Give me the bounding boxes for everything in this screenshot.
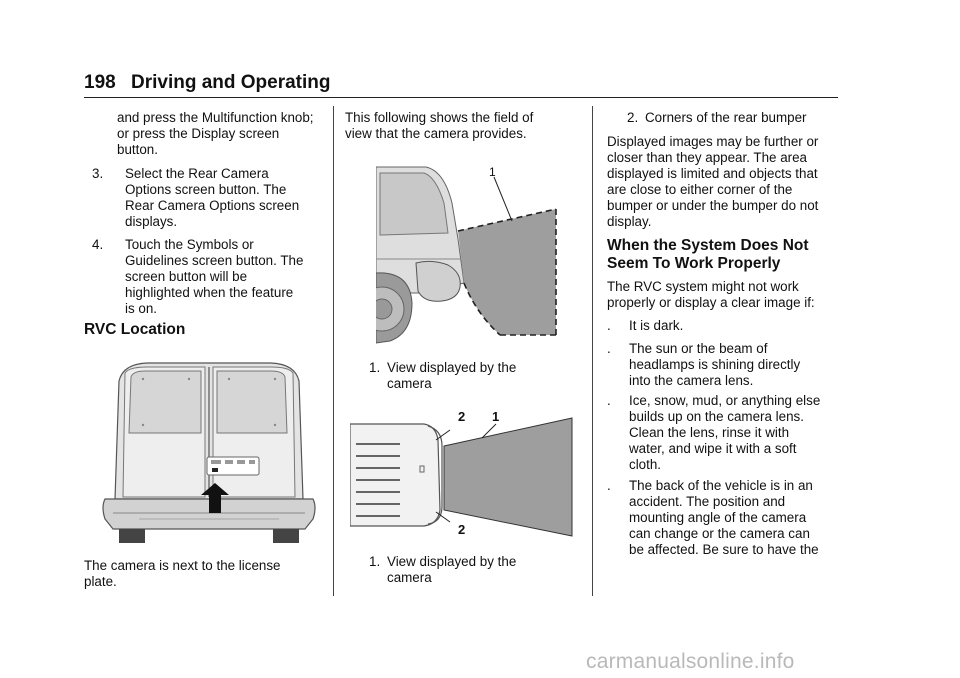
bullet-line: be affected. Be sure to have the [629, 542, 819, 557]
caption-line: camera [387, 376, 432, 391]
bullet-line: can change or the camera can [629, 526, 810, 541]
bullet-line: accident. The position and [629, 494, 786, 509]
figure2-callout-2-bottom: 2 [458, 522, 466, 537]
section-heading-system-not-working [607, 237, 847, 273]
bullet-line: Ice, snow, mud, or anything else [629, 393, 821, 408]
bullet-line: into the camera lens. [629, 373, 754, 388]
displayed-images-paragraph [607, 134, 847, 230]
para-line: displayed is limited and objects that [607, 166, 818, 181]
step-line: Options screen button. The [125, 182, 287, 197]
heading-line: Seem To Work Properly [607, 255, 781, 272]
caption-line: camera [387, 570, 432, 585]
caption-number: 1. [369, 554, 381, 569]
caption-line: plate. [84, 574, 117, 589]
heading-line: When the System Does Not [607, 237, 809, 254]
rvc-intro-paragraph [607, 279, 847, 311]
caption-line: Corners of the rear bumper [645, 110, 807, 125]
intro-line: properly or display a clear image if: [607, 295, 815, 310]
step-line: Select the Rear Camera [125, 166, 269, 181]
bullet-line: builds up on the camera lens. [629, 409, 804, 424]
step-line: highlighted when the feature [125, 285, 294, 300]
para-line: Displayed images may be further or [607, 134, 819, 149]
field-of-view-intro [345, 110, 585, 142]
watermark: carmanualsonline.info [586, 650, 795, 673]
bullet-line: The back of the vehicle is in an [629, 478, 813, 493]
intro-line: This following shows the field of [345, 110, 534, 125]
bullet-line: cloth. [629, 457, 662, 472]
figure1-callout-1: 1 [489, 165, 496, 179]
step-line: displays. [125, 214, 178, 229]
figure2-callout-1: 1 [492, 409, 500, 424]
bullet-line: Clean the lens, rinse it with [629, 425, 790, 440]
intro-line: view that the camera provides. [345, 126, 527, 141]
continued-paragraph: and press the Multifunction knob; or press the Display screen button. [117, 110, 314, 157]
camera-location-caption [84, 558, 324, 590]
caption-line: The camera is next to the license [84, 558, 281, 573]
figure2-callout-2-top: 2 [458, 409, 466, 424]
step-line: is on. [125, 301, 158, 316]
bullet-marker: . [607, 341, 611, 356]
section-heading-rvc-location: RVC Location [84, 321, 186, 338]
top-view-field-illustration [350, 410, 582, 542]
step-line: Guidelines screen button. The [125, 253, 304, 268]
caption-number: 1. [369, 360, 381, 375]
page-number: 198 [84, 72, 116, 93]
column-divider-2 [592, 106, 593, 596]
step-line: Touch the Symbols or [125, 237, 254, 252]
column-divider-1 [333, 106, 334, 596]
rear-view-field-illustration [376, 163, 578, 345]
page-header [84, 72, 331, 94]
para-line: bumper or under the bumper do not [607, 198, 819, 213]
header-rule [84, 97, 838, 98]
para-line: are close to either corner of the [607, 182, 793, 197]
bullet-line: The sun or the beam of [629, 341, 768, 356]
bullet-marker: . [607, 393, 611, 408]
step-line: screen button will be [125, 269, 248, 284]
bullet-line: mounting angle of the camera [629, 510, 807, 525]
bullet-marker: . [607, 318, 611, 333]
para-line: display. [607, 214, 652, 229]
step-number: 4. [92, 237, 104, 252]
bullet-marker: . [607, 478, 611, 493]
intro-line: The RVC system might not work [607, 279, 799, 294]
van-rear-illustration [99, 359, 319, 547]
section-title: Driving and Operating [130, 72, 331, 93]
bullet-line: headlamps is shining directly [629, 357, 801, 372]
caption-number: 2. [627, 110, 639, 125]
caption-line: View displayed by the [387, 554, 517, 569]
step-number: 3. [92, 166, 104, 181]
bullet-line: It is dark. [629, 318, 684, 333]
caption-line: View displayed by the [387, 360, 517, 375]
bullet-line: water, and wipe it with a soft [629, 441, 797, 456]
step-line: Rear Camera Options screen [125, 198, 300, 213]
para-line: closer than they appear. The area [607, 150, 808, 165]
